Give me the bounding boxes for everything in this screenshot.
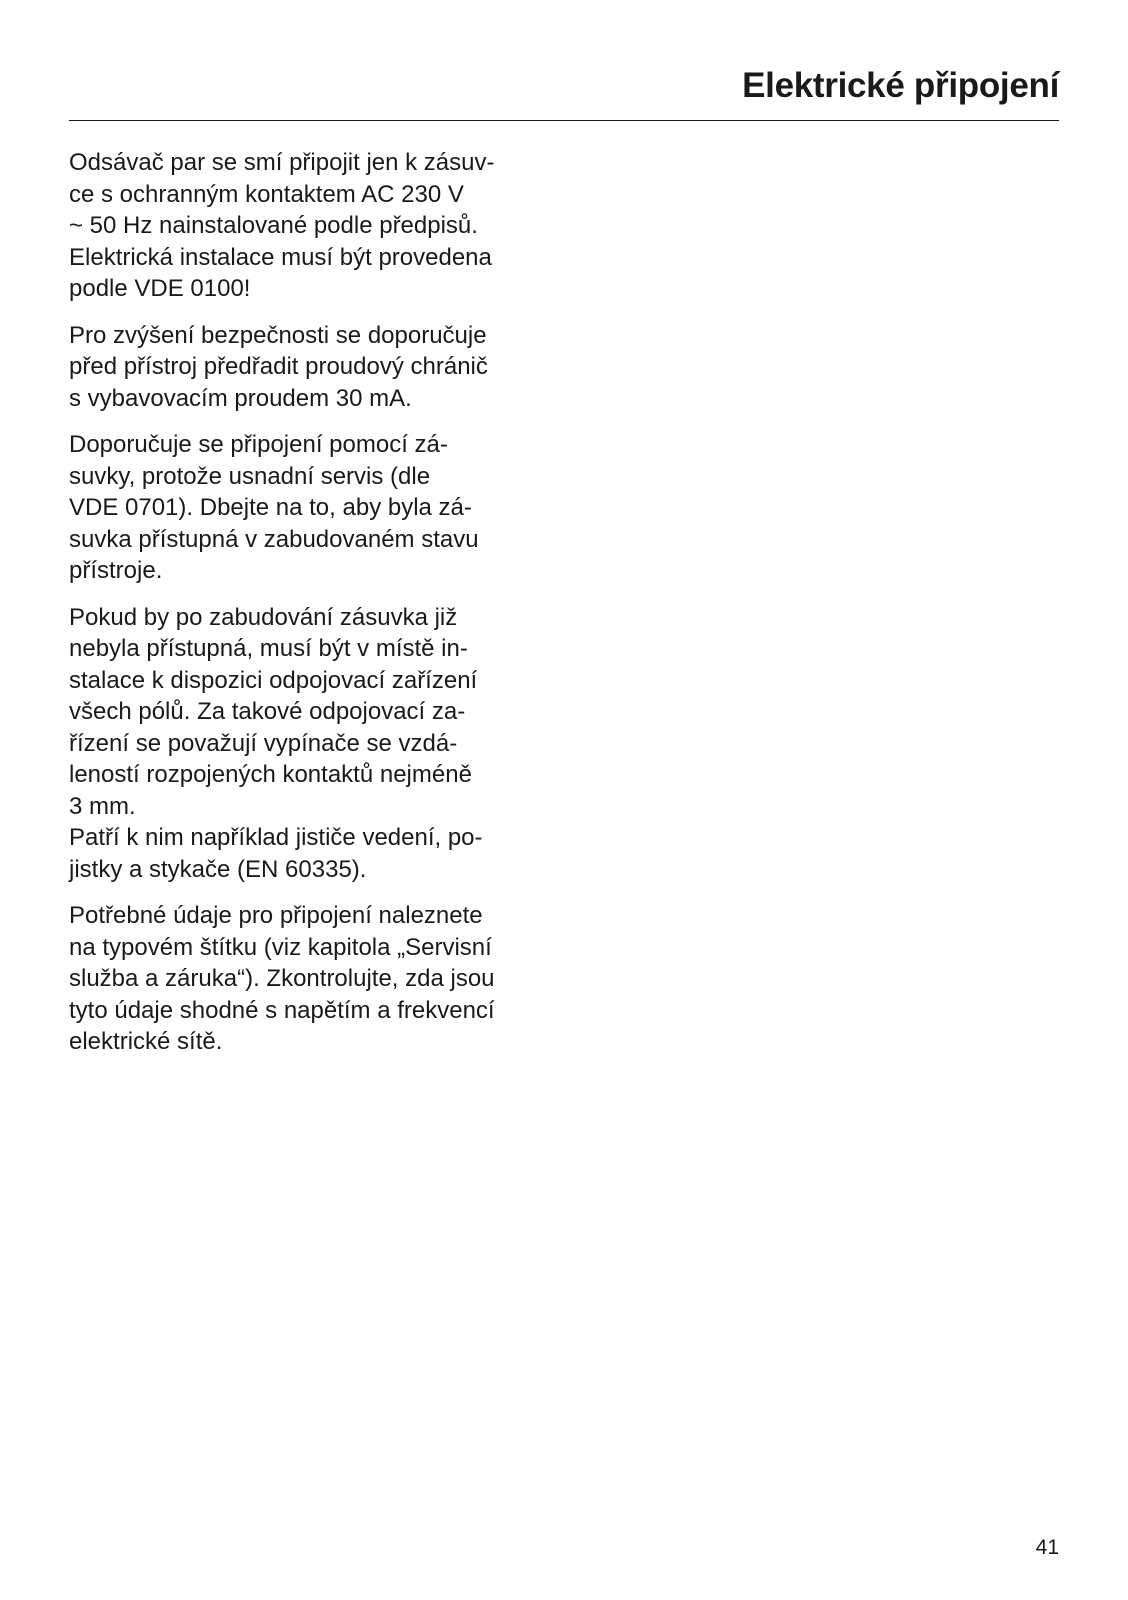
page-header <box>69 62 1059 121</box>
text-line: tyto údaje shodné s napětím a frekvencí <box>69 996 495 1024</box>
text-line: ~ 50 Hz nainstalované podle předpisů. <box>69 212 478 239</box>
paragraph-socket-recommendation <box>69 429 569 587</box>
text-line: na typovém štítku (viz kapitola „Servisní <box>69 933 492 961</box>
text-line: Potřebné údaje pro připojení naleznete <box>69 902 483 929</box>
text-line: stalace k dispozici odpojovací zařízení <box>69 666 478 694</box>
text-line: Doporučuje se připojení pomocí zá- <box>69 431 448 458</box>
text-line: suvky, protože usnadní servis (dle <box>69 462 431 490</box>
text-line: řízení se považují vypínače se vzdá- <box>69 729 458 757</box>
text-line: 3 mm. <box>69 792 136 820</box>
page-title: Elektrické připojení <box>742 66 1059 105</box>
text-line: ce s ochranným kontaktem AC 230 V <box>69 180 464 208</box>
paragraph-disconnect-device <box>69 602 569 886</box>
text-line: před přístroj předřadit proudový chránič <box>69 353 488 380</box>
text-line: jistky a stykače (EN 60335). <box>69 855 367 883</box>
text-line: Elektrická instalace musí být provedena <box>69 243 492 271</box>
page-number: 41 <box>1035 1536 1059 1559</box>
text-line: leností rozpojených kontaktů nejméně <box>69 761 472 788</box>
text-line: Patří k nim například jističe vedení, po- <box>69 824 483 851</box>
text-line: suvka přístupná v zabudovaném stavu <box>69 525 479 553</box>
text-line: Odsávač par se smí připojit jen k zásuv- <box>69 149 495 176</box>
paragraph-socket-requirements <box>69 147 569 305</box>
text-line: všech pólů. Za takové odpojovací za- <box>69 698 466 725</box>
text-line: Pokud by po zabudování zásuvka již <box>69 603 458 631</box>
text-line: Pro zvýšení bezpečnosti se doporučuje <box>69 321 487 349</box>
text-line: s vybavovacím proudem 30 mA. <box>69 384 412 412</box>
text-line: podle VDE 0100! <box>69 275 251 302</box>
text-line: přístroje. <box>69 557 163 584</box>
text-line: elektrické sítě. <box>69 1028 223 1055</box>
body-text <box>69 147 569 1073</box>
paragraph-safety-breaker <box>69 320 569 415</box>
text-line: služba a záruka“). Zkontrolujte, zda jsou <box>69 965 495 992</box>
paragraph-rating-plate <box>69 900 569 1058</box>
text-line: VDE 0701). Dbejte na to, aby byla zá- <box>69 494 472 521</box>
text-line: nebyla přístupná, musí být v místě in- <box>69 635 468 662</box>
